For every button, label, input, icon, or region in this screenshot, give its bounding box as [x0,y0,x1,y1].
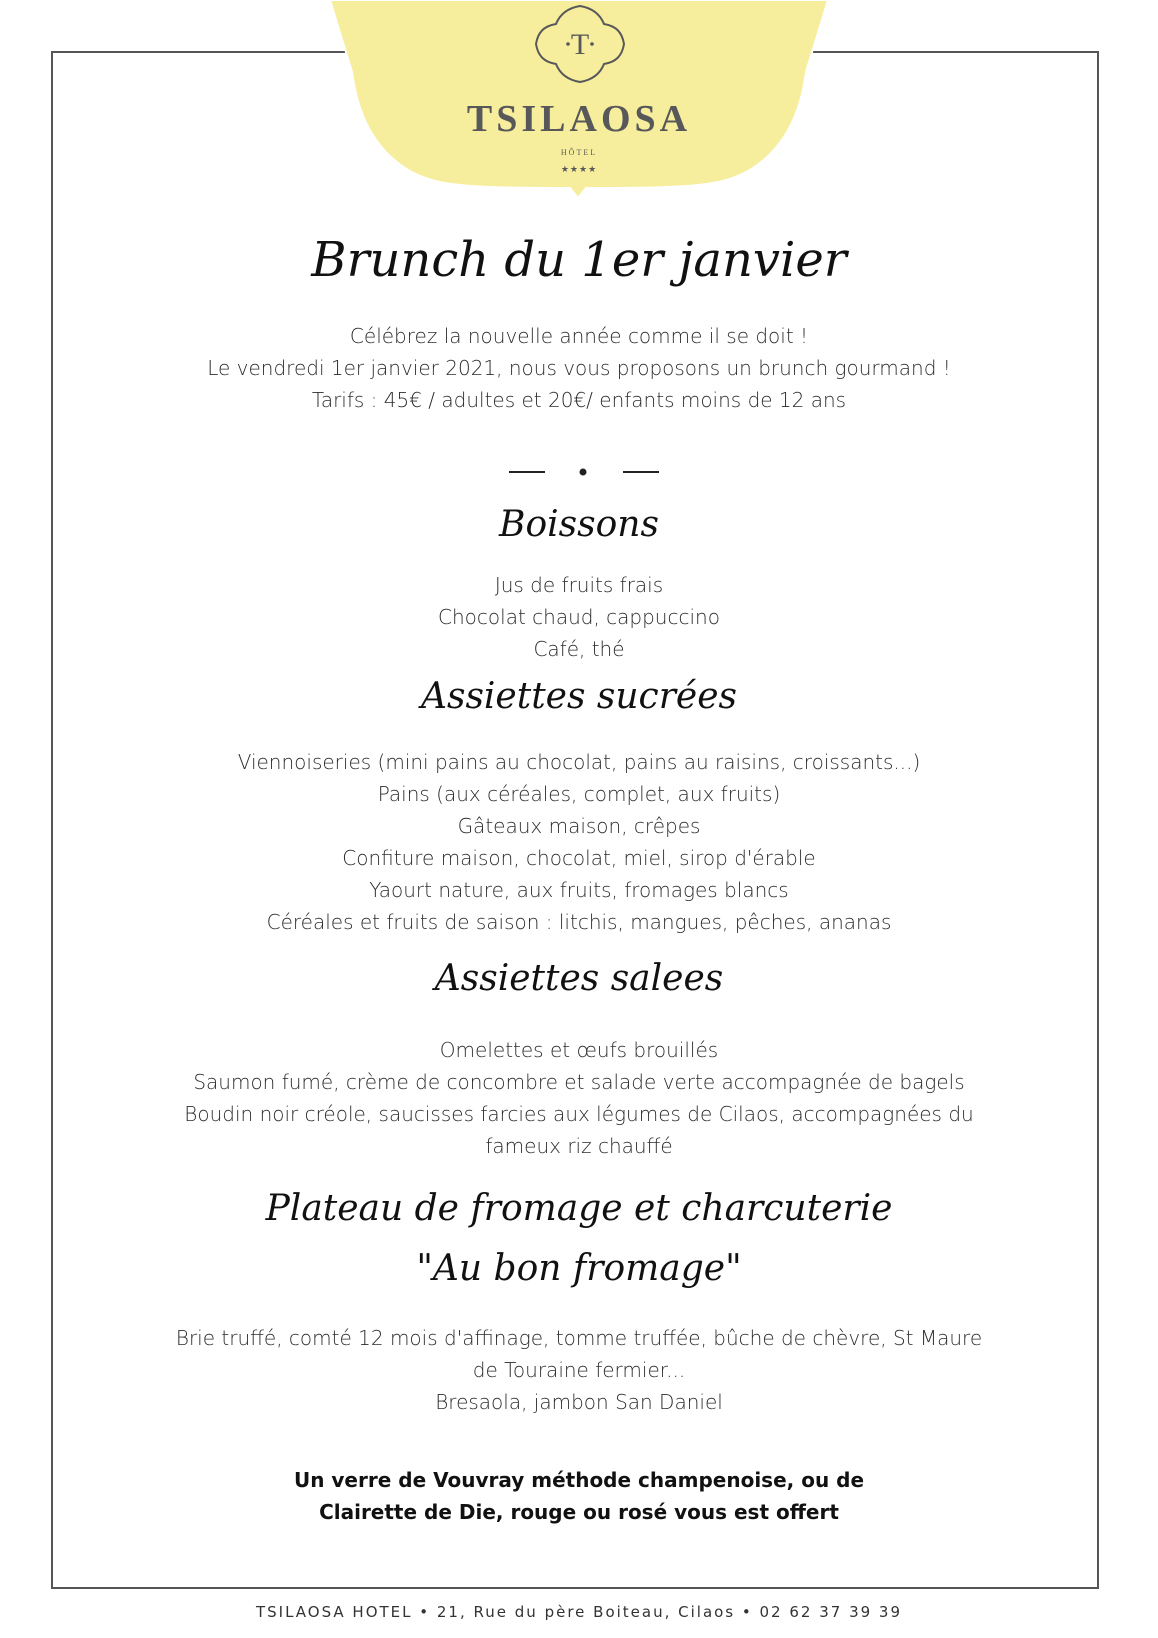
menu-item: Omelettes et œufs brouillés [439,1038,719,1062]
section-heading-plateau: Plateau de fromage et charcuterie [265,1188,893,1229]
intro-text [0,320,1158,416]
section-heading-boissons: Boissons [499,504,659,545]
boissons-list [0,569,1158,665]
plateau-list [0,1322,1158,1418]
monogram-letter: T [570,28,590,61]
offer-line: Un verre de Vouvray méthode champenoise, ou de [293,1468,865,1492]
brand-name: TSILAOSA [466,98,692,140]
footer-address: TSILAOSA HOTEL • 21, Rue du père Boiteau, Cilaos • 02 62 37 39 39 [255,1603,903,1621]
intro-line: Célébrez la nouvelle année comme il se doit ! [349,324,809,348]
menu-item: fameux riz chauffé [485,1134,673,1158]
offer-text [0,1464,1158,1528]
salees-list [0,1034,1158,1162]
menu-item: Yaourt nature, aux fruits, fromages blancs [369,878,789,902]
page-title: Brunch du 1er janvier [311,232,847,288]
menu-item: de Touraine fermier... [472,1358,686,1382]
section-heading-sucrees: Assiettes sucrées [420,676,738,717]
offer-line: Clairette de Die, rouge ou rosé vous est offert [319,1500,839,1524]
menu-item: Saumon fumé, crème de concombre et salade verte accompagnée de bagels [193,1070,965,1094]
brand-subtitle: HÔTEL [560,148,598,157]
menu-item: Bresaola, jambon San Daniel [435,1390,723,1414]
menu-item: Brie truffé, comté 12 mois d'affinage, tomme truffée, bûche de chèvre, St Maure [175,1326,983,1350]
menu-item: Céréales et fruits de saison : litchis, mangues, pêches, ananas [266,910,892,934]
menu-item: Confiture maison, chocolat, miel, sirop d'érable [342,846,816,870]
ornament-divider [509,464,659,480]
menu-item: Chocolat chaud, cappuccino [438,605,720,629]
menu-item: Gâteaux maison, crêpes [457,814,701,838]
intro-line: Tarifs : 45€ / adultes et 20€/ enfants moins de 12 ans [311,388,847,412]
menu-item: Boudin noir créole, saucisses farcies aux légumes de Cilaos, accompagnées du [184,1102,974,1126]
brand-stars: ★★★★ [560,164,598,174]
sucrees-list [0,746,1158,938]
intro-line: Le vendredi 1er janvier 2021, nous vous proposons un brunch gourmand ! [207,356,951,380]
menu-item: Jus de fruits frais [494,573,664,597]
menu-item: Viennoiseries (mini pains au chocolat, pains au raisins, croissants...) [237,750,921,774]
section-heading-plateau-subtitle: "Au bon fromage" [416,1248,742,1289]
menu-item: Café, thé [533,637,625,661]
menu-item: Pains (aux céréales, complet, aux fruits) [377,782,781,806]
section-heading-salees: Assiettes salees [434,958,724,999]
